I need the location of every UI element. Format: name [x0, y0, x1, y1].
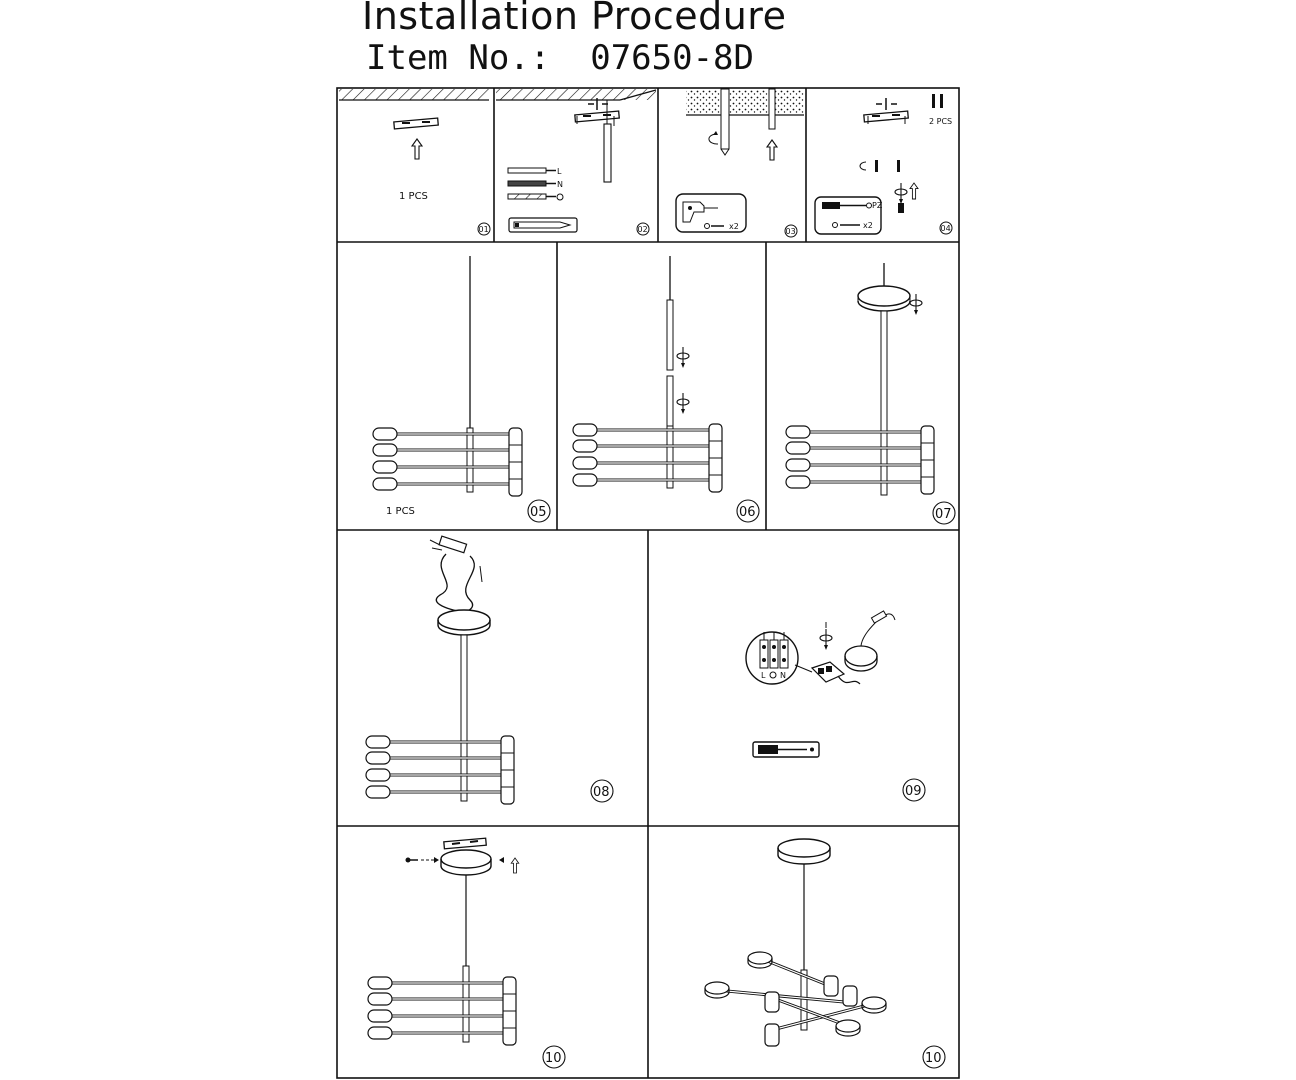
rotate-icon — [910, 294, 922, 315]
page-title: Installation Procedure — [362, 0, 787, 38]
step-06-panel — [573, 256, 759, 522]
mounting-bracket-icon — [575, 111, 619, 122]
panel-grid — [337, 88, 959, 1078]
pendant-lamp-icon — [373, 256, 522, 496]
item-value: 07650-8D — [590, 38, 754, 78]
step-05-number: 05 — [530, 505, 547, 520]
step-10-result-number: 10 — [925, 1051, 942, 1066]
step-08-panel — [366, 536, 613, 804]
step-06-number: 06 — [739, 505, 756, 520]
step-04-number: 04 — [940, 224, 951, 233]
rotate-icon — [820, 629, 832, 650]
step-03-qty: x2 — [729, 222, 739, 231]
pendant-lamp-icon — [366, 610, 514, 804]
pendant-lamp-icon — [705, 839, 886, 1046]
pendant-lamp-icon — [573, 256, 722, 492]
step-02-panel — [496, 89, 656, 235]
step-04-panel — [815, 94, 952, 234]
step-10-result-panel — [705, 839, 945, 1068]
step-07-number: 07 — [935, 507, 952, 522]
screw-icon — [406, 857, 440, 863]
step-05-caption: 1 PCS — [386, 506, 415, 517]
step-01-number: 01 — [478, 225, 489, 234]
arrow-up-icon — [767, 140, 777, 160]
rotate-icon — [860, 160, 900, 172]
mounting-bracket-icon — [394, 118, 438, 129]
step-07-panel — [786, 263, 955, 524]
wire-label-n: N — [557, 180, 563, 189]
mounting-bracket-icon — [864, 111, 908, 122]
step-05-panel — [373, 256, 550, 522]
rotate-icon — [677, 393, 689, 414]
pencil-icon — [509, 218, 577, 232]
step-09-number: 09 — [905, 784, 922, 799]
step-03-number: 03 — [785, 227, 796, 236]
terminal-block-icon — [746, 632, 812, 684]
item-label: Item No.: — [366, 38, 551, 78]
step-09-panel — [746, 611, 925, 801]
step-03-panel — [676, 89, 804, 237]
pendant-lamp-icon — [845, 611, 895, 671]
rotate-icon — [895, 183, 907, 204]
arrow-up-icon — [910, 183, 918, 199]
screw-icon — [932, 94, 943, 108]
terminal-label-l: L — [761, 671, 766, 680]
pendant-lamp-icon — [786, 263, 934, 495]
terminal-label-n: N — [780, 671, 786, 680]
step-01-panel — [339, 89, 490, 235]
rotate-icon — [677, 347, 689, 368]
wire-icon — [430, 536, 482, 612]
step-04-qty: x2 — [863, 221, 873, 230]
rotate-icon — [709, 131, 718, 144]
step-02-number: 02 — [637, 225, 648, 234]
step-01-caption: 1 PCS — [399, 191, 428, 202]
arrow-up-icon — [511, 858, 519, 873]
wire-label-l: L — [557, 167, 562, 176]
step-04-caption: 2 PCS — [929, 117, 953, 126]
step-10-panel — [368, 838, 565, 1068]
arrow-up-icon — [412, 139, 422, 159]
mounting-bracket-icon — [444, 838, 486, 849]
step-04-tool-code: PZ — [872, 201, 883, 210]
screwdriver-icon — [753, 742, 819, 757]
step-10-number: 10 — [545, 1051, 562, 1066]
wire-icon — [508, 168, 563, 200]
pendant-lamp-icon — [368, 850, 516, 1045]
step-08-number: 08 — [593, 785, 610, 800]
